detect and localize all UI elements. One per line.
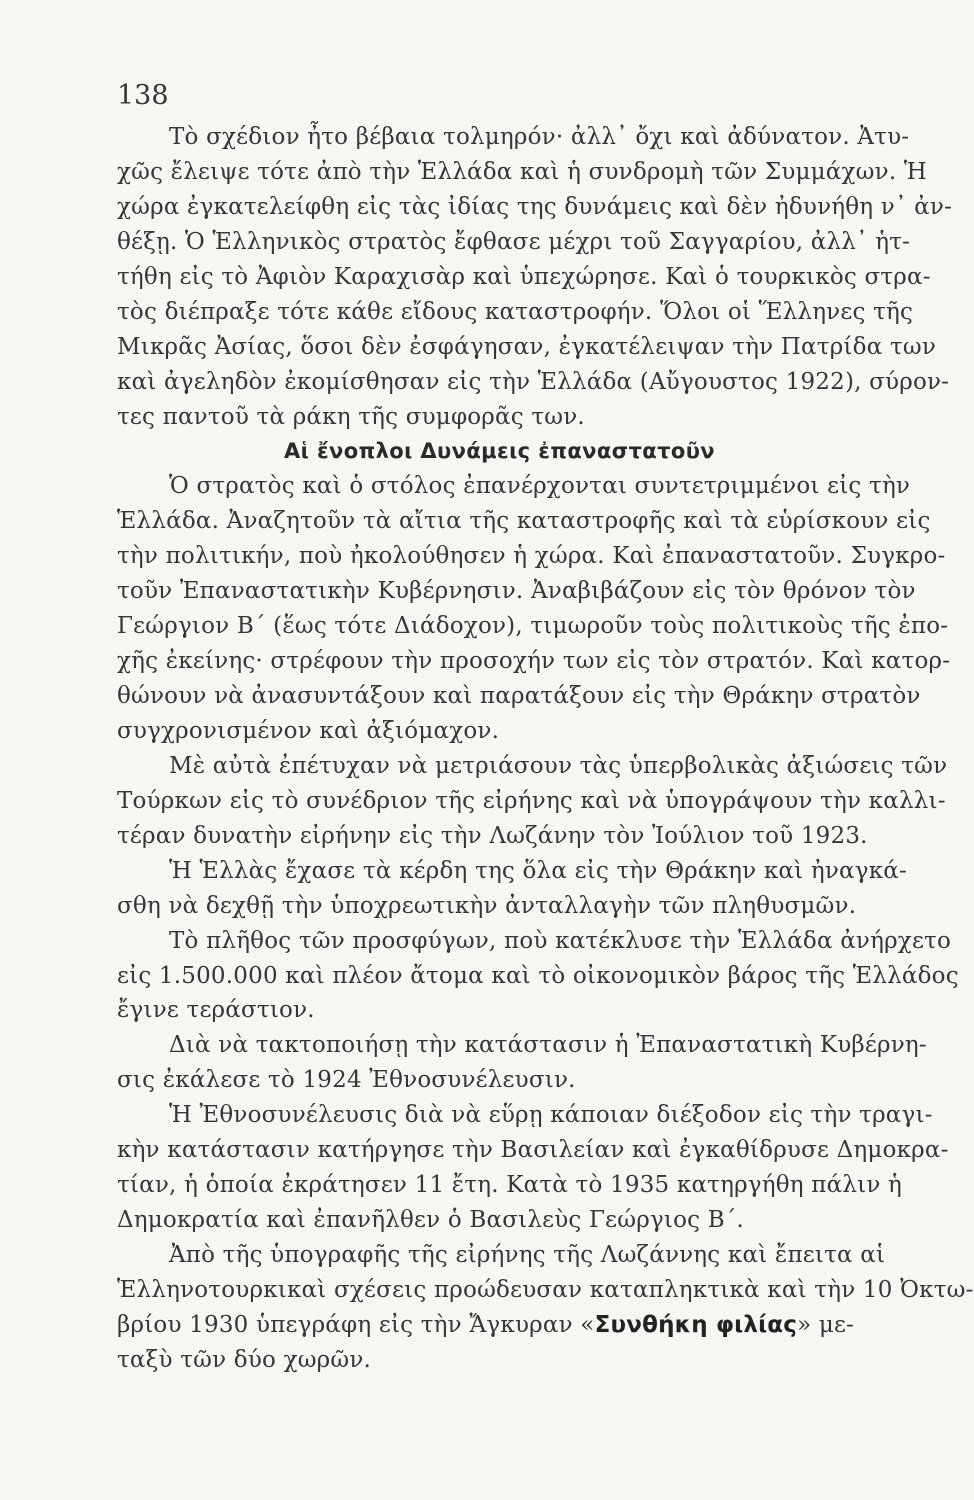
text-line: τοῦν Ἐπαναστατικὴν Κυβέρνησιν. Ἀναβιβάζουν εἰς τὸν θρόνον τὸν xyxy=(117,578,916,605)
text-line: χῆς ἐκείνης· στρέφουν τὴν προσοχήν των εἰς τὸν στρατόν. Καὶ κατορ- xyxy=(117,648,951,675)
text-fragment: βρίου 1930 ὑπεγράφη εἰς τὴν Ἄγκυραν xyxy=(117,1311,573,1338)
text-line: Ἑλλάδα. Ἀναζητοῦν τὰ αἴτια τῆς καταστροφῆς καὶ τὰ εὑρίσκουν εἰς xyxy=(117,508,931,535)
text-line: Ἡ Ἑλλὰς ἔχασε τὰ κέρδη της ὅλα εἰς τὴν Θράκην καὶ ἠναγκά- xyxy=(169,857,908,884)
body-text xyxy=(117,120,974,1378)
text-line: Μὲ αὐτὰ ἐπέτυχαν νὰ μετριάσουν τὰς ὑπερβολικὰς ἀξιώσεις τῶν xyxy=(169,752,948,779)
text-line: τὸς διέπραξε τότε κάθε εἴδους καταστροφήν. Ὅλοι οἱ Ἕλληνες τῆς xyxy=(117,298,914,325)
text-line: Ἀπὸ τῆς ὑπογραφῆς τῆς εἰρήνης τῆς Λωζάννης καὶ ἔπειτα αἱ xyxy=(169,1242,886,1268)
text-line: σις ἐκάλεσε τὸ 1924 Ἐθνοσυνέλευσιν. xyxy=(117,1067,576,1094)
text-line: ταξὺ τῶν δύο χωρῶν. xyxy=(117,1346,372,1373)
text-line: ἔγινε τεράστιον. xyxy=(117,997,315,1024)
text-line: Δημοκρατία καὶ ἐπανῆλθεν ὁ Βασιλεὺς Γεώργιος Β΄. xyxy=(117,1207,745,1234)
open-quote: « xyxy=(580,1311,595,1338)
text-line: Μικρᾶς Ἀσίας, ὅσοι δὲν ἐσφάγησαν, ἐγκατέλειψαν τὴν Πατρίδα των xyxy=(117,333,937,360)
text-line: εἰς 1.500.000 καὶ πλέον ἄτομα καὶ τὸ οἰκονομικὸν βάρος τῆς Ἑλλάδος xyxy=(117,962,959,989)
text-line: Ἡ Ἐθνοσυνέλευσις διὰ νὰ εὕρῃ κάποιαν διέξοδον εἰς τὴν τραγι- xyxy=(169,1102,933,1129)
text-line: θέξῃ. Ὁ Ἑλληνικὸς στρατὸς ἔφθασε μέχρι τοῦ Σαγγαρίου, ἀλλ᾽ ἡτ- xyxy=(117,228,911,255)
text-line: τίαν, ἡ ὁποία ἐκράτησεν 11 ἔτη. Κατὰ τὸ 1935 κατηργήθη πάλιν ἡ xyxy=(117,1172,902,1199)
text-line: χῶς ἔλειψε τότε ἀπὸ τὴν Ἑλλάδα καὶ ἡ συνδρομὴ τῶν Συμμάχων. Ἡ xyxy=(117,158,927,185)
text-line: τήθη εἰς τὸ Ἀφιὸν Καραχισὰρ καὶ ὑπεχώρησε. Καὶ ὁ τουρκικὸς στρα- xyxy=(117,263,931,290)
page-number: 138 xyxy=(117,80,169,111)
text-line: Γεώργιον Β΄ (ἕως τότε Διάδοχον), τιμωροῦν τοὺς πολιτικοὺς τῆς ἐπο- xyxy=(117,613,949,640)
text-line: σθη νὰ δεχθῇ τὴν ὑποχρεωτικὴν ἀνταλλαγὴν τῶν πληθυσμῶν. xyxy=(117,892,857,919)
text-line-with-bold-phrase xyxy=(117,1308,882,1343)
text-line: Ἑλληνοτουρκικαὶ σχέσεις προώδευσαν καταπληκτικὰ καὶ τὴν 10 Ὀκτω- xyxy=(117,1276,974,1303)
section-heading: Αἱ ἔνοπλοι Δυνάμεις ἐπαναστατοῦν xyxy=(284,439,715,464)
text-line: Τὸ πλῆθος τῶν προσφύγων, ποὺ κατέκλυσε τὴν Ἑλλάδα ἀνήρχετο xyxy=(169,927,952,954)
text-line: τέραν δυνατὴν εἰρήνην εἰς τὴν Λωζάνην τὸν Ἰούλιον τοῦ 1923. xyxy=(117,822,868,849)
text-line: Διὰ νὰ τακτοποιήσῃ τὴν κατάστασιν ἡ Ἐπαναστατικὴ Κυβέρνη- xyxy=(169,1032,927,1059)
text-line: χώρα ἐγκατελείφθη εἰς τὰς ἰδίας της δυνάμεις καὶ δὲν ἠδυνήθη ν᾽ ἀν- xyxy=(117,193,953,220)
close-quote: » xyxy=(797,1311,812,1338)
text-line: Τὸ σχέδιον ἦτο βέβαια τολμηρόν· ἀλλ᾽ ὄχι καὶ ἀδύνατον. Ἀτυ- xyxy=(169,124,910,150)
text-line: Ὁ στρατὸς καὶ ὁ στόλος ἐπανέρχονται συντετριμμένοι εἰς τὴν xyxy=(169,473,911,500)
bold-phrase: Συνθήκη φιλίας xyxy=(594,1311,798,1338)
text-line: Τούρκων εἰς τὸ συνέδριον τῆς εἰρήνης καὶ νὰ ὑπογράψουν τὴν καλλι- xyxy=(117,787,946,814)
text-line: τὴν πολιτικήν, ποὺ ἠκολούθησεν ἡ χώρα. Καὶ ἐπαναστατοῦν. Συγκρο- xyxy=(117,543,946,570)
text-line: καὶ ἀγεληδὸν ἐκομίσθησαν εἰς τὴν Ἑλλάδα (Αὔγουστος 1922), σύρον- xyxy=(117,368,950,395)
text-fragment: με- xyxy=(818,1311,855,1338)
text-line: θώνουν νὰ ἀνασυντάξουν καὶ παρατάξουν εἰς τὴν Θράκην στρατὸν xyxy=(117,683,921,709)
text-line: κὴν κατάστασιν κατήργησε τὴν Βασιλείαν καὶ ἐγκαθίδρυσε Δημοκρα- xyxy=(117,1137,949,1164)
text-line: συγχρονισμένον καὶ ἀξιόμαχον. xyxy=(117,717,500,744)
text-line: τες παντοῦ τὰ ράκη τῆς συμφορᾶς των. xyxy=(117,403,585,430)
